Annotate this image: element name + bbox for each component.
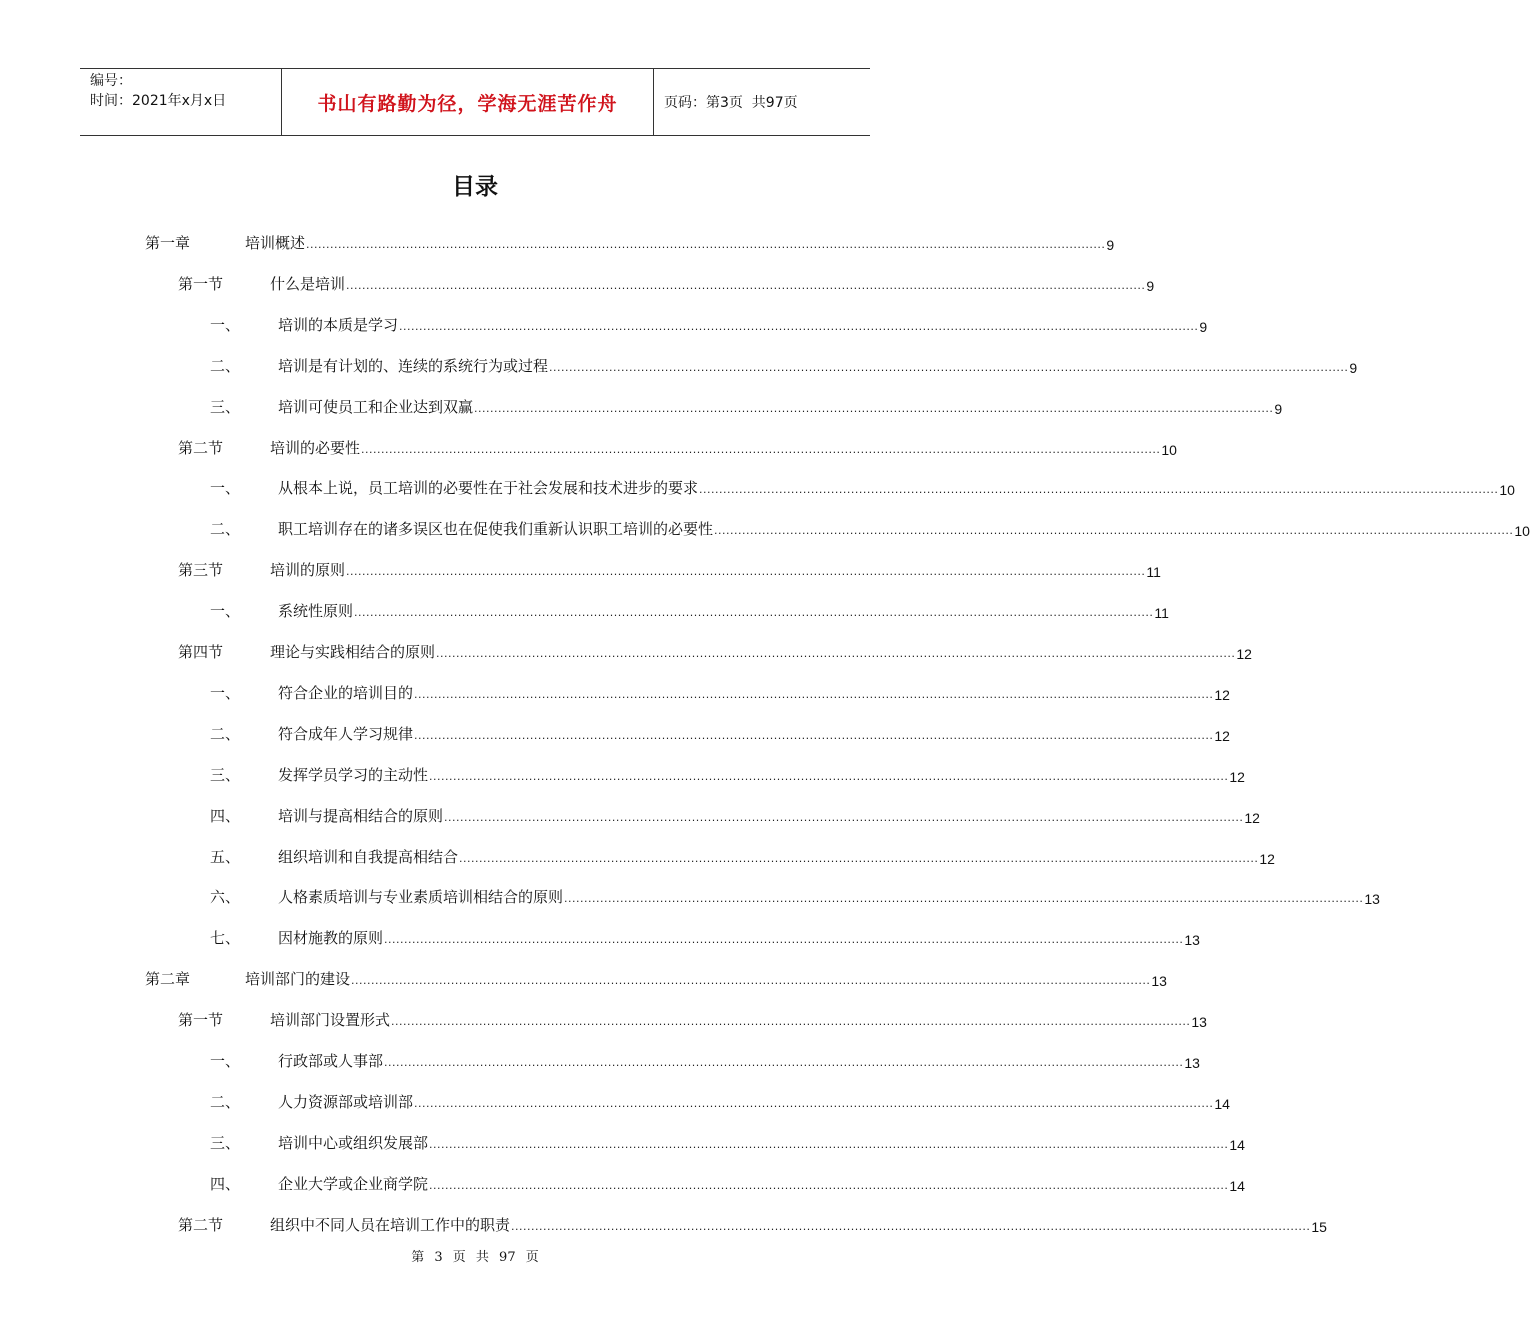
toc-entry-page: 12 [1259, 850, 1275, 867]
toc-entry[interactable] [210, 914, 1200, 949]
toc-entry[interactable] [210, 587, 1169, 622]
toc-entry-title: 组织中不同人员在培训工作中的职责 [270, 1215, 511, 1234]
toc-entry-title: 系统性原则 [278, 602, 354, 621]
toc-leader-dots: ........................................................................................................................................................................................................ [384, 1056, 1184, 1069]
toc-entry-number: 第二章 [145, 970, 191, 989]
toc-leader-dots: ........................................................................................................................................................................................................ [391, 1015, 1191, 1029]
toc-leader-dots: ........................................................................................................................................................................................................ [474, 401, 1274, 415]
toc-leader-dots: ........................................................................................................................................................................................................ [436, 647, 1236, 660]
toc-leader-dots: ........................................................................................................................................................................................................ [459, 851, 1259, 865]
toc-entry-title: 因材施教的原则 [278, 929, 384, 948]
header-motto: 书山有路勤为径，学海无涯苦作舟 [282, 69, 654, 135]
toc-entry[interactable] [210, 342, 1358, 376]
time-label: 时间：2021年x月x日 [90, 93, 227, 109]
toc-entry-number: 二、 [210, 724, 241, 743]
toc-leader-dots: ........................................................................................................................................................................................................ [564, 892, 1364, 906]
toc-entry-title: 培训的本质是学习 [278, 315, 399, 334]
toc-entry-title: 人力资源部或培训部 [278, 1092, 414, 1111]
toc-entry[interactable] [210, 505, 1530, 540]
toc-entry[interactable] [210, 1160, 1245, 1194]
toc-entry-number: 第一章 [145, 234, 191, 252]
toc-entry-title: 什么是培训 [270, 274, 346, 293]
toc-entry-title: 培训中心或组织发展部 [278, 1133, 429, 1152]
toc-entry-page: 13 [1364, 891, 1380, 908]
toc-leader-dots: ........................................................................................................................................................................................................ [714, 524, 1514, 538]
toc-leader-dots: ........................................................................................................................................................................................................ [444, 810, 1244, 824]
toc-entry-title: 符合企业的培训目的 [278, 683, 414, 702]
toc-entry-title: 培训概述 [245, 234, 306, 252]
toc-entry[interactable] [178, 546, 1161, 581]
toc-entry-number: 三、 [210, 765, 241, 784]
toc-entry-page: 12 [1244, 809, 1260, 826]
toc-leader-dots: ........................................................................................................................................................................................................ [429, 1137, 1229, 1151]
toc-entry-page: 11 [1146, 564, 1161, 581]
toc-entry-title: 培训可使员工和企业达到双赢 [278, 397, 474, 416]
toc-leader-dots: ........................................................................................................................................................................................................ [346, 278, 1146, 292]
toc-entry-title: 发挥学员学习的主动性 [278, 765, 429, 784]
header-table [80, 68, 870, 136]
toc-entry-number: 一、 [210, 479, 241, 498]
toc-entry[interactable] [210, 669, 1230, 703]
toc-leader-dots: ........................................................................................................................................................................................................ [346, 565, 1146, 579]
toc-entry-number: 一、 [210, 602, 241, 621]
toc-entry-title: 行政部或人事部 [278, 1052, 384, 1070]
toc-entry-page: 14 [1229, 1136, 1245, 1153]
toc-entry-title: 企业大学或企业商学院 [278, 1174, 429, 1193]
toc-entry-number: 第三节 [178, 561, 224, 580]
toc-leader-dots: ........................................................................................................................................................................................................ [361, 442, 1161, 456]
toc-entry[interactable] [210, 710, 1230, 744]
toc-entry-number: 第二节 [178, 1215, 224, 1234]
toc-entry-page: 9 [1349, 359, 1358, 376]
toc-entry-number: 四、 [210, 1174, 241, 1193]
toc-entry-number: 一、 [210, 315, 241, 334]
toc-entry[interactable] [178, 996, 1207, 1031]
toc-entry[interactable] [210, 1078, 1230, 1112]
toc-entry-title: 符合成年人学习规律 [278, 724, 414, 743]
toc-entry-number: 一、 [210, 683, 241, 702]
toc-entry-number: 五、 [210, 847, 241, 866]
header-page-cell [654, 69, 870, 135]
toc-leader-dots: ........................................................................................................................................................................................................ [414, 687, 1214, 701]
toc-entry-page: 13 [1184, 1055, 1200, 1071]
toc-entry[interactable] [210, 751, 1245, 785]
toc-entry[interactable] [178, 628, 1252, 662]
toc-entry-title: 职工培训存在的诸多误区也在促使我们重新认识职工培训的必要性 [278, 520, 714, 539]
toc-entry-title: 培训与提高相结合的原则 [278, 806, 444, 825]
toc-entry-number: 七、 [210, 929, 241, 948]
code-label: 编号： [90, 73, 132, 89]
toc-entry-page: 9 [1274, 400, 1283, 417]
toc-entry-title: 培训的必要性 [270, 438, 361, 457]
toc-entry-title: 培训是有计划的、连续的系统行为或过程 [278, 356, 549, 375]
toc-leader-dots: ........................................................................................................................................................................................................ [414, 1096, 1214, 1110]
toc-entry-page: 10 [1161, 441, 1177, 458]
toc-entry-page: 12 [1214, 727, 1230, 744]
toc-entry[interactable] [210, 1037, 1200, 1071]
toc-entry[interactable] [210, 1119, 1245, 1153]
toc-entry[interactable] [178, 260, 1155, 294]
toc-leader-dots: ........................................................................................................................................................................................................ [699, 483, 1499, 497]
toc-entry-title: 培训部门设置形式 [270, 1011, 391, 1030]
toc-entry-title: 培训部门的建设 [245, 970, 351, 989]
header-page-info: 页码：第3页 共97页 [664, 95, 798, 111]
toc-entry-number: 三、 [210, 1133, 241, 1152]
toc-entry-title: 从根本上说，员工培训的必要性在于社会发展和技术进步的要求 [278, 479, 699, 498]
toc-leader-dots: ........................................................................................................................................................................................................ [414, 728, 1214, 742]
header-meta-cell [80, 69, 282, 135]
toc-entry-page: 9 [1146, 277, 1155, 294]
toc-leader-dots: ........................................................................................................................................................................................................ [511, 1219, 1311, 1233]
toc-entry-title: 培训的原则 [270, 561, 346, 580]
toc-entry[interactable] [178, 1201, 1327, 1235]
toc-entry[interactable] [178, 424, 1177, 458]
toc-entry-number: 第二节 [178, 438, 224, 457]
toc-entry[interactable] [210, 873, 1380, 908]
toc-entry-page: 11 [1154, 605, 1169, 622]
toc-entry-page: 14 [1214, 1095, 1230, 1112]
toc-leader-dots: ........................................................................................................................................................................................................ [429, 1178, 1229, 1192]
toc-entry[interactable] [145, 219, 1115, 253]
toc-leader-dots: ........................................................................................................................................................................................................ [399, 319, 1199, 333]
toc-entry-number: 二、 [210, 520, 241, 539]
toc-entry-page: 10 [1514, 523, 1530, 540]
page-footer: 第 3 页 共 97 页 [411, 1250, 539, 1265]
toc-leader-dots: ........................................................................................................................................................................................................ [354, 606, 1154, 620]
toc-entry-page: 15 [1311, 1218, 1327, 1235]
toc-entry-number: 二、 [210, 356, 241, 375]
toc-entry[interactable] [210, 464, 1515, 499]
toc-entry-title: 理论与实践相结合的原则 [270, 643, 436, 661]
toc-leader-dots: ........................................................................................................................................................................................................ [549, 360, 1349, 374]
toc-entry-number: 一、 [210, 1052, 241, 1070]
toc-entry-page: 10 [1499, 482, 1515, 499]
toc-leader-dots: ........................................................................................................................................................................................................ [306, 238, 1106, 251]
toc-entry-page: 13 [1191, 1014, 1207, 1031]
toc-entry-page: 12 [1236, 646, 1252, 662]
toc-entry-title: 组织培训和自我提高相结合 [278, 847, 459, 866]
toc-entry-page: 13 [1151, 973, 1167, 990]
toc-entry[interactable] [210, 792, 1260, 826]
toc-entry[interactable] [210, 833, 1275, 867]
toc-entry-number: 三、 [210, 397, 241, 416]
toc-leader-dots: ........................................................................................................................................................................................................ [351, 974, 1151, 988]
toc-entry[interactable] [145, 955, 1167, 990]
toc-leader-dots: ........................................................................................................................................................................................................ [429, 769, 1229, 783]
toc-entry-page: 12 [1229, 768, 1245, 785]
toc-entry-page: 12 [1214, 686, 1230, 703]
toc-entry-number: 四、 [210, 806, 241, 825]
toc-entry-number: 六、 [210, 888, 241, 907]
toc-leader-dots: ........................................................................................................................................................................................................ [384, 933, 1184, 947]
page-title: 目录 [452, 174, 498, 200]
toc-entry-number: 第一节 [178, 274, 224, 293]
toc-entry[interactable] [210, 301, 1208, 335]
toc-entry-page: 9 [1199, 318, 1208, 335]
toc-entry-number: 第一节 [178, 1011, 224, 1030]
toc-entry-number: 二、 [210, 1092, 241, 1111]
toc-entry-page: 9 [1106, 237, 1115, 253]
toc-entry-page: 13 [1184, 932, 1200, 949]
toc-entry-title: 人格素质培训与专业素质培训相结合的原则 [278, 888, 564, 907]
toc-entry[interactable] [210, 383, 1283, 417]
toc-entry-page: 14 [1229, 1177, 1245, 1194]
toc-entry-number: 第四节 [178, 643, 224, 661]
